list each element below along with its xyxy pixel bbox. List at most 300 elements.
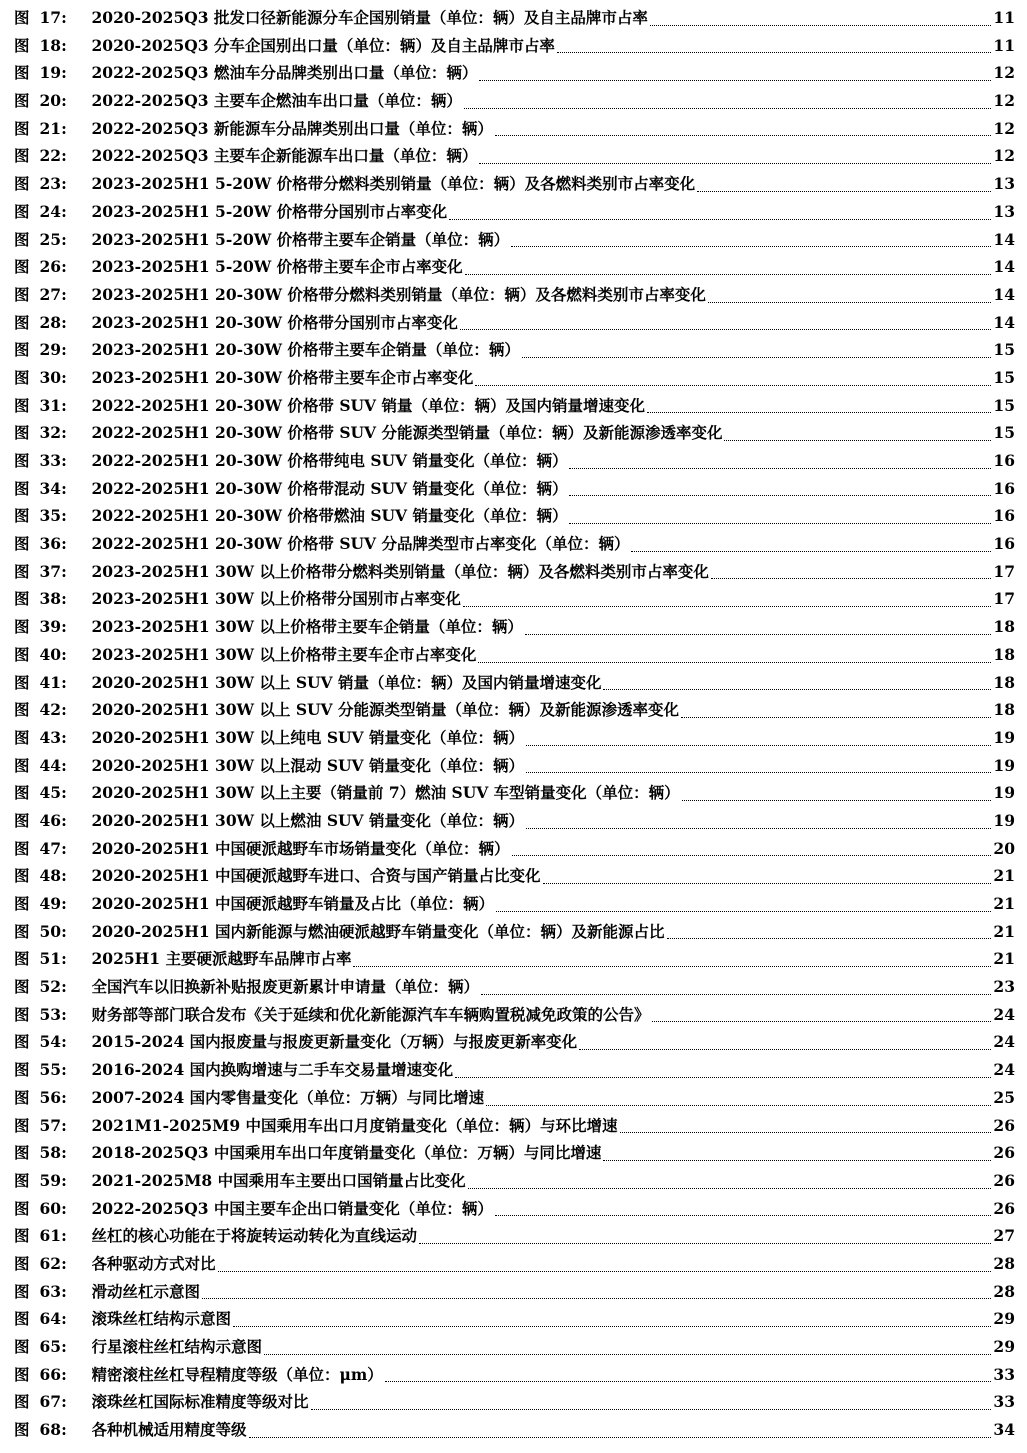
toc-entry[interactable] (0, 87, 1027, 115)
figure-title: 2020-2025H1 30W 以上 SUV 销量（单位：辆）及国内销量增速变化 (91, 672, 602, 692)
figure-number: 60: (39, 1198, 67, 1218)
figure-number: 65: (39, 1337, 67, 1356)
toc-entry[interactable] (0, 1250, 1027, 1278)
figure-number: 57: (39, 1115, 67, 1135)
dot-leader (486, 1104, 991, 1106)
toc-entry[interactable] (0, 170, 1027, 198)
toc-entry[interactable] (0, 59, 1027, 87)
figure-label: 图 (14, 1170, 30, 1190)
dot-leader (481, 993, 991, 995)
figure-title: 2020-2025H1 30W 以上燃油 SUV 销量变化（单位：辆） (91, 810, 524, 830)
dot-leader (724, 439, 991, 441)
toc-entry[interactable] (0, 973, 1027, 1001)
dot-leader (479, 162, 991, 164)
dot-leader (264, 1353, 991, 1355)
figure-label: 图 (14, 312, 30, 332)
page-number: 16 (993, 534, 1015, 554)
figure-title: 各种机械适用精度等级 (91, 1420, 247, 1440)
dot-leader (569, 522, 991, 524)
figure-title: 2023-2025H1 5-20W 价格带主要车企销量（单位：辆） (91, 229, 510, 249)
figure-label: 图 (14, 1087, 30, 1107)
dot-leader (218, 1270, 992, 1272)
figure-label: 图 (14, 423, 30, 443)
page-number: 27 (993, 1226, 1015, 1246)
figure-title: 2007-2024 国内零售量变化（单位：万辆）与同比增速 (91, 1087, 485, 1107)
figure-title: 全国汽车以旧换新补贴报废更新累计申请量（单位：辆） (91, 977, 480, 997)
dot-leader (620, 1131, 992, 1133)
figure-title: 2023-2025H1 20-30W 价格带分国别市占率变化 (91, 312, 458, 332)
page-number: 19 (993, 727, 1015, 747)
dot-leader (711, 577, 991, 579)
dot-leader (512, 854, 992, 856)
figure-number: 35: (39, 506, 67, 526)
page-number: 34 (993, 1420, 1015, 1440)
page-number: 24 (993, 1004, 1015, 1024)
figure-label: 图 (14, 506, 30, 526)
page-number: 11 (993, 35, 1015, 55)
figure-number: 27: (39, 284, 67, 304)
toc-entry[interactable] (0, 918, 1027, 946)
figure-title: 2020-2025H1 国内新能源与燃油硬派越野车销量变化（单位：辆）及新能源占比 (91, 921, 665, 941)
figure-label: 图 (14, 35, 30, 55)
figure-label: 图 (14, 395, 30, 415)
figure-number: 41: (39, 672, 67, 692)
page-number: 16 (993, 478, 1015, 498)
toc-entry[interactable] (0, 724, 1027, 752)
figure-label: 图 (14, 146, 30, 166)
toc-entry[interactable] (0, 1361, 1027, 1389)
dot-leader (525, 633, 991, 635)
dot-leader (569, 467, 991, 469)
figure-label: 图 (14, 727, 30, 747)
figure-title: 2022-2025H1 20-30W 价格带 SUV 分品牌类型市占率变化（单位：辆） (91, 534, 630, 554)
toc-entry[interactable] (0, 752, 1027, 780)
page-number: 12 (993, 118, 1015, 138)
dot-leader (543, 882, 992, 884)
figure-number: 64: (39, 1309, 67, 1329)
page-number: 26 (993, 1143, 1015, 1163)
page-number: 21 (993, 921, 1015, 941)
toc-entry[interactable] (0, 1167, 1027, 1195)
figure-title: 2022-2025Q3 主要车企新能源车出口量（单位：辆） (91, 146, 478, 166)
dot-leader (419, 1242, 991, 1244)
figure-title: 2022-2025Q3 中国主要车企出口销量变化（单位：辆） (91, 1198, 493, 1218)
figure-title: 2020-2025H1 30W 以上纯电 SUV 销量变化（单位：辆） (91, 727, 524, 747)
page-number: 19 (993, 810, 1015, 830)
figure-label: 图 (14, 1060, 30, 1080)
page-number: 24 (993, 1032, 1015, 1052)
figure-number: 18: (39, 35, 67, 55)
figure-label: 图 (14, 949, 30, 969)
toc-entry[interactable] (0, 1084, 1027, 1112)
dot-leader (455, 1076, 991, 1078)
dot-leader (202, 1297, 991, 1299)
figure-label: 图 (14, 617, 30, 637)
figure-title: 2023-2025H1 20-30W 价格带分燃料类别销量（单位：辆）及各燃料类别市占率变化 (91, 284, 706, 304)
figure-label: 图 (14, 866, 30, 886)
toc-entry[interactable] (0, 1056, 1027, 1084)
dot-leader (478, 661, 991, 663)
toc-entry[interactable] (0, 1278, 1027, 1306)
toc-entry[interactable] (0, 336, 1027, 364)
dot-leader (463, 605, 991, 607)
figure-title: 2022-2025H1 20-30W 价格带燃油 SUV 销量变化（单位：辆） (91, 506, 568, 526)
figure-number: 49: (39, 894, 67, 913)
figure-number: 25: (39, 229, 67, 249)
toc-entry[interactable] (0, 696, 1027, 724)
dot-leader (652, 1020, 992, 1022)
figure-number: 19: (39, 63, 67, 83)
figure-title: 2025H1 主要硬派越野车品牌市占率 (91, 949, 352, 969)
figure-number: 20: (39, 91, 67, 111)
figure-label: 图 (14, 340, 30, 360)
figure-number: 59: (39, 1170, 67, 1190)
dot-leader (475, 384, 991, 386)
toc-entry[interactable] (0, 585, 1027, 613)
page-number: 26 (993, 1198, 1015, 1218)
figure-number: 61: (39, 1226, 67, 1246)
figure-number: 58: (39, 1143, 67, 1163)
dot-leader (385, 1380, 992, 1382)
figure-number: 56: (39, 1087, 67, 1107)
figure-number: 26: (39, 257, 67, 277)
dot-leader (464, 107, 992, 109)
figure-label: 图 (14, 1143, 30, 1163)
figure-label: 图 (14, 1115, 30, 1135)
figure-label: 图 (14, 1281, 30, 1301)
toc-entry[interactable] (0, 1416, 1027, 1444)
figure-label: 图 (14, 229, 30, 249)
figure-label: 图 (14, 644, 30, 664)
dot-leader (569, 494, 991, 496)
figure-number: 30: (39, 367, 67, 387)
figure-label: 图 (14, 921, 30, 941)
figure-title: 2023-2025H1 5-20W 价格带分燃料类别销量（单位：辆）及各燃料类别市占率变化 (91, 174, 696, 194)
page-number: 15 (993, 395, 1015, 415)
figure-number: 51: (39, 949, 67, 969)
figure-label: 图 (14, 1226, 30, 1246)
toc-entry[interactable] (0, 198, 1027, 226)
figure-label: 图 (14, 1364, 30, 1384)
figure-label: 图 (14, 1032, 30, 1052)
page-number: 16 (993, 506, 1015, 526)
page-number: 25 (993, 1087, 1015, 1107)
toc-entry[interactable] (0, 502, 1027, 530)
dot-leader (511, 245, 991, 247)
figure-number: 37: (39, 561, 67, 581)
figure-number: 48: (39, 866, 67, 886)
dot-leader (311, 1408, 992, 1410)
figure-number: 44: (39, 755, 67, 775)
figure-number: 36: (39, 534, 67, 554)
figure-label: 图 (14, 1004, 30, 1024)
toc-entry[interactable] (0, 309, 1027, 337)
figure-label: 图 (14, 118, 30, 138)
page-number: 17 (993, 589, 1015, 609)
figure-title: 2023-2025H1 30W 以上价格带主要车企销量（单位：辆） (91, 617, 523, 637)
figure-label: 图 (14, 201, 30, 221)
page-number: 29 (993, 1309, 1015, 1329)
figure-label: 图 (14, 8, 30, 27)
figure-title: 各种驱动方式对比 (91, 1253, 216, 1273)
dot-leader (667, 937, 992, 939)
figure-title: 精密滚柱丝杠导程精度等级（单位：μm） (91, 1364, 383, 1384)
figure-number: 52: (39, 977, 67, 997)
toc-entry[interactable] (0, 890, 1027, 918)
figure-number: 29: (39, 340, 67, 360)
page-number: 33 (993, 1364, 1015, 1384)
figure-label: 图 (14, 478, 30, 498)
figure-title: 2023-2025H1 30W 以上价格带分国别市占率变化 (91, 589, 461, 609)
page-number: 18 (993, 700, 1015, 720)
figure-number: 66: (39, 1364, 67, 1384)
figure-label: 图 (14, 367, 30, 387)
page-number: 33 (993, 1392, 1015, 1412)
figure-title: 2020-2025H1 中国硬派越野车销量及占比（单位：辆） (91, 894, 495, 913)
figure-number: 34: (39, 478, 67, 498)
figure-title: 2022-2025H1 20-30W 价格带 SUV 销量（单位：辆）及国内销量增速变化 (91, 395, 645, 415)
toc-entry[interactable] (0, 530, 1027, 558)
figure-label: 图 (14, 783, 30, 803)
figure-label: 图 (14, 1392, 30, 1412)
dot-leader (526, 744, 991, 746)
toc-entry[interactable] (0, 1139, 1027, 1167)
figure-title: 2021M1-2025M9 中国乘用车出口月度销量变化（单位：辆）与环比增速 (91, 1115, 618, 1135)
dot-leader (708, 301, 991, 303)
figure-title: 行星滚柱丝杠结构示意图 (91, 1337, 263, 1356)
figure-title: 2023-2025H1 20-30W 价格带主要车企市占率变化 (91, 367, 474, 387)
dot-leader (496, 910, 991, 912)
figure-number: 54: (39, 1032, 67, 1052)
toc-entry[interactable] (0, 32, 1027, 60)
dot-leader (603, 1159, 991, 1161)
page-number: 20 (993, 838, 1015, 858)
page-number: 14 (993, 257, 1015, 277)
dot-leader (526, 771, 991, 773)
figure-number: 53: (39, 1004, 67, 1024)
dot-leader (682, 799, 992, 801)
page-number: 12 (993, 63, 1015, 83)
page-number: 12 (993, 91, 1015, 111)
figure-number: 32: (39, 423, 67, 443)
page-number: 15 (993, 423, 1015, 443)
figure-title: 2020-2025Q3 分车企国别出口量（单位：辆）及自主品牌市占率 (91, 35, 555, 55)
page-number: 21 (993, 866, 1015, 886)
figure-title: 2022-2025H1 20-30W 价格带纯电 SUV 销量变化（单位：辆） (91, 451, 568, 470)
figure-number: 42: (39, 700, 67, 720)
page-number: 26 (993, 1170, 1015, 1190)
figure-number: 67: (39, 1392, 67, 1412)
toc-entry[interactable] (0, 613, 1027, 641)
figure-label: 图 (14, 1309, 30, 1329)
figure-label: 图 (14, 284, 30, 304)
figure-label: 图 (14, 1420, 30, 1440)
figure-label: 图 (14, 672, 30, 692)
figure-title: 2023-2025H1 20-30W 价格带主要车企销量（单位：辆） (91, 340, 520, 360)
figure-number: 28: (39, 312, 67, 332)
dot-leader (526, 827, 991, 829)
figure-title: 2022-2025H1 20-30W 价格带 SUV 分能源类型销量（单位：辆）及新能源渗透率变化 (91, 423, 723, 443)
figure-title: 2022-2025Q3 燃油车分品牌类别出口量（单位：辆） (91, 63, 478, 83)
page-number: 14 (993, 312, 1015, 332)
figure-label: 图 (14, 700, 30, 720)
toc-entry[interactable] (0, 1112, 1027, 1140)
toc-entry[interactable] (0, 364, 1027, 392)
toc-entry[interactable] (0, 1001, 1027, 1029)
page-number: 23 (993, 977, 1015, 997)
page-number: 29 (993, 1337, 1015, 1356)
toc-entry[interactable] (0, 779, 1027, 807)
toc-entry[interactable] (0, 641, 1027, 669)
figure-label: 图 (14, 977, 30, 997)
toc-entry[interactable] (0, 392, 1027, 420)
page-number: 18 (993, 672, 1015, 692)
dot-leader (479, 79, 991, 81)
toc-entry[interactable] (0, 475, 1027, 503)
page-number: 15 (993, 367, 1015, 387)
toc-entry[interactable] (0, 1333, 1027, 1361)
dot-leader (631, 550, 991, 552)
figure-label: 图 (14, 894, 30, 913)
figure-number: 23: (39, 174, 67, 194)
toc-entry[interactable] (0, 669, 1027, 697)
figure-label: 图 (14, 589, 30, 609)
toc-entry[interactable] (0, 835, 1027, 863)
figure-number: 50: (39, 921, 67, 941)
toc-entry[interactable] (0, 807, 1027, 835)
figure-number: 63: (39, 1281, 67, 1301)
toc-entry[interactable] (0, 1305, 1027, 1333)
figure-title: 2020-2025H1 中国硬派越野车进口、合资与国产销量占比变化 (91, 866, 541, 886)
toc-entry[interactable] (0, 4, 1027, 32)
figure-label: 图 (14, 1253, 30, 1273)
toc-entry[interactable] (0, 419, 1027, 447)
page-number: 19 (993, 755, 1015, 775)
figure-label: 图 (14, 561, 30, 581)
dot-leader (449, 218, 991, 220)
dot-leader (647, 411, 991, 413)
figure-title: 2020-2025Q3 批发口径新能源分车企国别销量（单位：辆）及自主品牌市占率 (91, 8, 648, 27)
figure-title: 2020-2025H1 30W 以上 SUV 分能源类型销量（单位：辆）及新能源渗透率变化 (91, 700, 679, 720)
page-number: 18 (993, 644, 1015, 664)
toc-entry[interactable] (0, 226, 1027, 254)
toc-entry[interactable] (0, 1195, 1027, 1223)
figure-number: 68: (39, 1420, 67, 1440)
figure-title: 滚珠丝杠国际标准精度等级对比 (91, 1392, 309, 1412)
dot-leader (650, 24, 992, 26)
page-number: 15 (993, 340, 1015, 360)
figure-title: 2022-2025H1 20-30W 价格带混动 SUV 销量变化（单位：辆） (91, 478, 568, 498)
dot-leader (697, 190, 991, 192)
figure-label: 图 (14, 755, 30, 775)
figure-number: 38: (39, 589, 67, 609)
figure-number: 21: (39, 118, 67, 138)
figure-number: 46: (39, 810, 67, 830)
toc-entry[interactable] (0, 253, 1027, 281)
toc-entry[interactable] (0, 1028, 1027, 1056)
page-number: 28 (993, 1253, 1015, 1273)
toc-entry[interactable] (0, 862, 1027, 890)
page-number: 14 (993, 284, 1015, 304)
page-number: 21 (993, 894, 1015, 913)
figure-number: 47: (39, 838, 67, 858)
figure-title: 滚珠丝杠结构示意图 (91, 1309, 232, 1329)
figure-number: 22: (39, 146, 67, 166)
figure-label: 图 (14, 1337, 30, 1356)
figure-number: 33: (39, 451, 67, 470)
figure-label: 图 (14, 257, 30, 277)
page-number: 18 (993, 617, 1015, 637)
dot-leader (579, 1048, 991, 1050)
figure-number: 40: (39, 644, 67, 664)
figure-label: 图 (14, 63, 30, 83)
figure-title: 2020-2025H1 30W 以上主要（销量前 7）燃油 SUV 车型销量变化（单位：辆） (91, 783, 680, 803)
figure-title: 2016-2024 国内换购增速与二手车交易量增速变化 (91, 1060, 454, 1080)
figure-number: 31: (39, 395, 67, 415)
page-number: 16 (993, 451, 1015, 470)
page-number: 21 (993, 949, 1015, 969)
figure-title: 2021-2025M8 中国乘用车主要出口国销量占比变化 (91, 1170, 466, 1190)
figure-title: 2023-2025H1 30W 以上价格带分燃料类别销量（单位：辆）及各燃料类别市占率变化 (91, 561, 709, 581)
figure-title: 2018-2025Q3 中国乘用车出口年度销量变化（单位：万辆）与同比增速 (91, 1143, 602, 1163)
toc-entry[interactable] (0, 1222, 1027, 1250)
page-number: 19 (993, 783, 1015, 803)
toc-entry[interactable] (0, 945, 1027, 973)
figure-title: 2023-2025H1 30W 以上价格带主要车企市占率变化 (91, 644, 477, 664)
figure-number: 43: (39, 727, 67, 747)
figure-title: 2020-2025H1 中国硬派越野车市场销量变化（单位：辆） (91, 838, 510, 858)
dot-leader (465, 273, 992, 275)
dot-leader (353, 965, 991, 967)
dot-leader (495, 134, 992, 136)
toc-entry[interactable] (0, 142, 1027, 170)
page-number: 17 (993, 561, 1015, 581)
dot-leader (460, 328, 991, 330)
toc-entry[interactable] (0, 281, 1027, 309)
page-number: 11 (993, 8, 1015, 27)
figure-label: 图 (14, 91, 30, 111)
page-number: 28 (993, 1281, 1015, 1301)
page-number: 12 (993, 146, 1015, 166)
figure-label: 图 (14, 838, 30, 858)
figure-number: 45: (39, 783, 67, 803)
page-number: 14 (993, 229, 1015, 249)
dot-leader (681, 716, 991, 718)
figure-number: 39: (39, 617, 67, 637)
figure-title: 财务部等部门联合发布《关于延续和优化新能源汽车车辆购置税减免政策的公告》 (91, 1004, 650, 1024)
page-number: 13 (993, 201, 1015, 221)
page-number: 26 (993, 1115, 1015, 1135)
figure-label: 图 (14, 810, 30, 830)
toc-entry[interactable] (0, 1388, 1027, 1416)
figure-number: 24: (39, 201, 67, 221)
dot-leader (495, 1214, 992, 1216)
toc-entry[interactable] (0, 558, 1027, 586)
dot-leader (249, 1436, 992, 1438)
figure-title: 丝杠的核心功能在于将旋转运动转化为直线运动 (91, 1226, 418, 1246)
toc-entry[interactable] (0, 115, 1027, 143)
toc-entry[interactable] (0, 447, 1027, 475)
figure-label: 图 (14, 451, 30, 470)
figure-label: 图 (14, 1198, 30, 1218)
figure-label: 图 (14, 534, 30, 554)
figure-title: 2023-2025H1 5-20W 价格带主要车企市占率变化 (91, 257, 463, 277)
page-number: 24 (993, 1060, 1015, 1080)
dot-leader (468, 1187, 992, 1189)
figure-number: 62: (39, 1253, 67, 1273)
figure-title: 2022-2025Q3 主要车企燃油车出口量（单位：辆） (91, 91, 462, 111)
figure-title: 滑动丝杠示意图 (91, 1281, 201, 1301)
